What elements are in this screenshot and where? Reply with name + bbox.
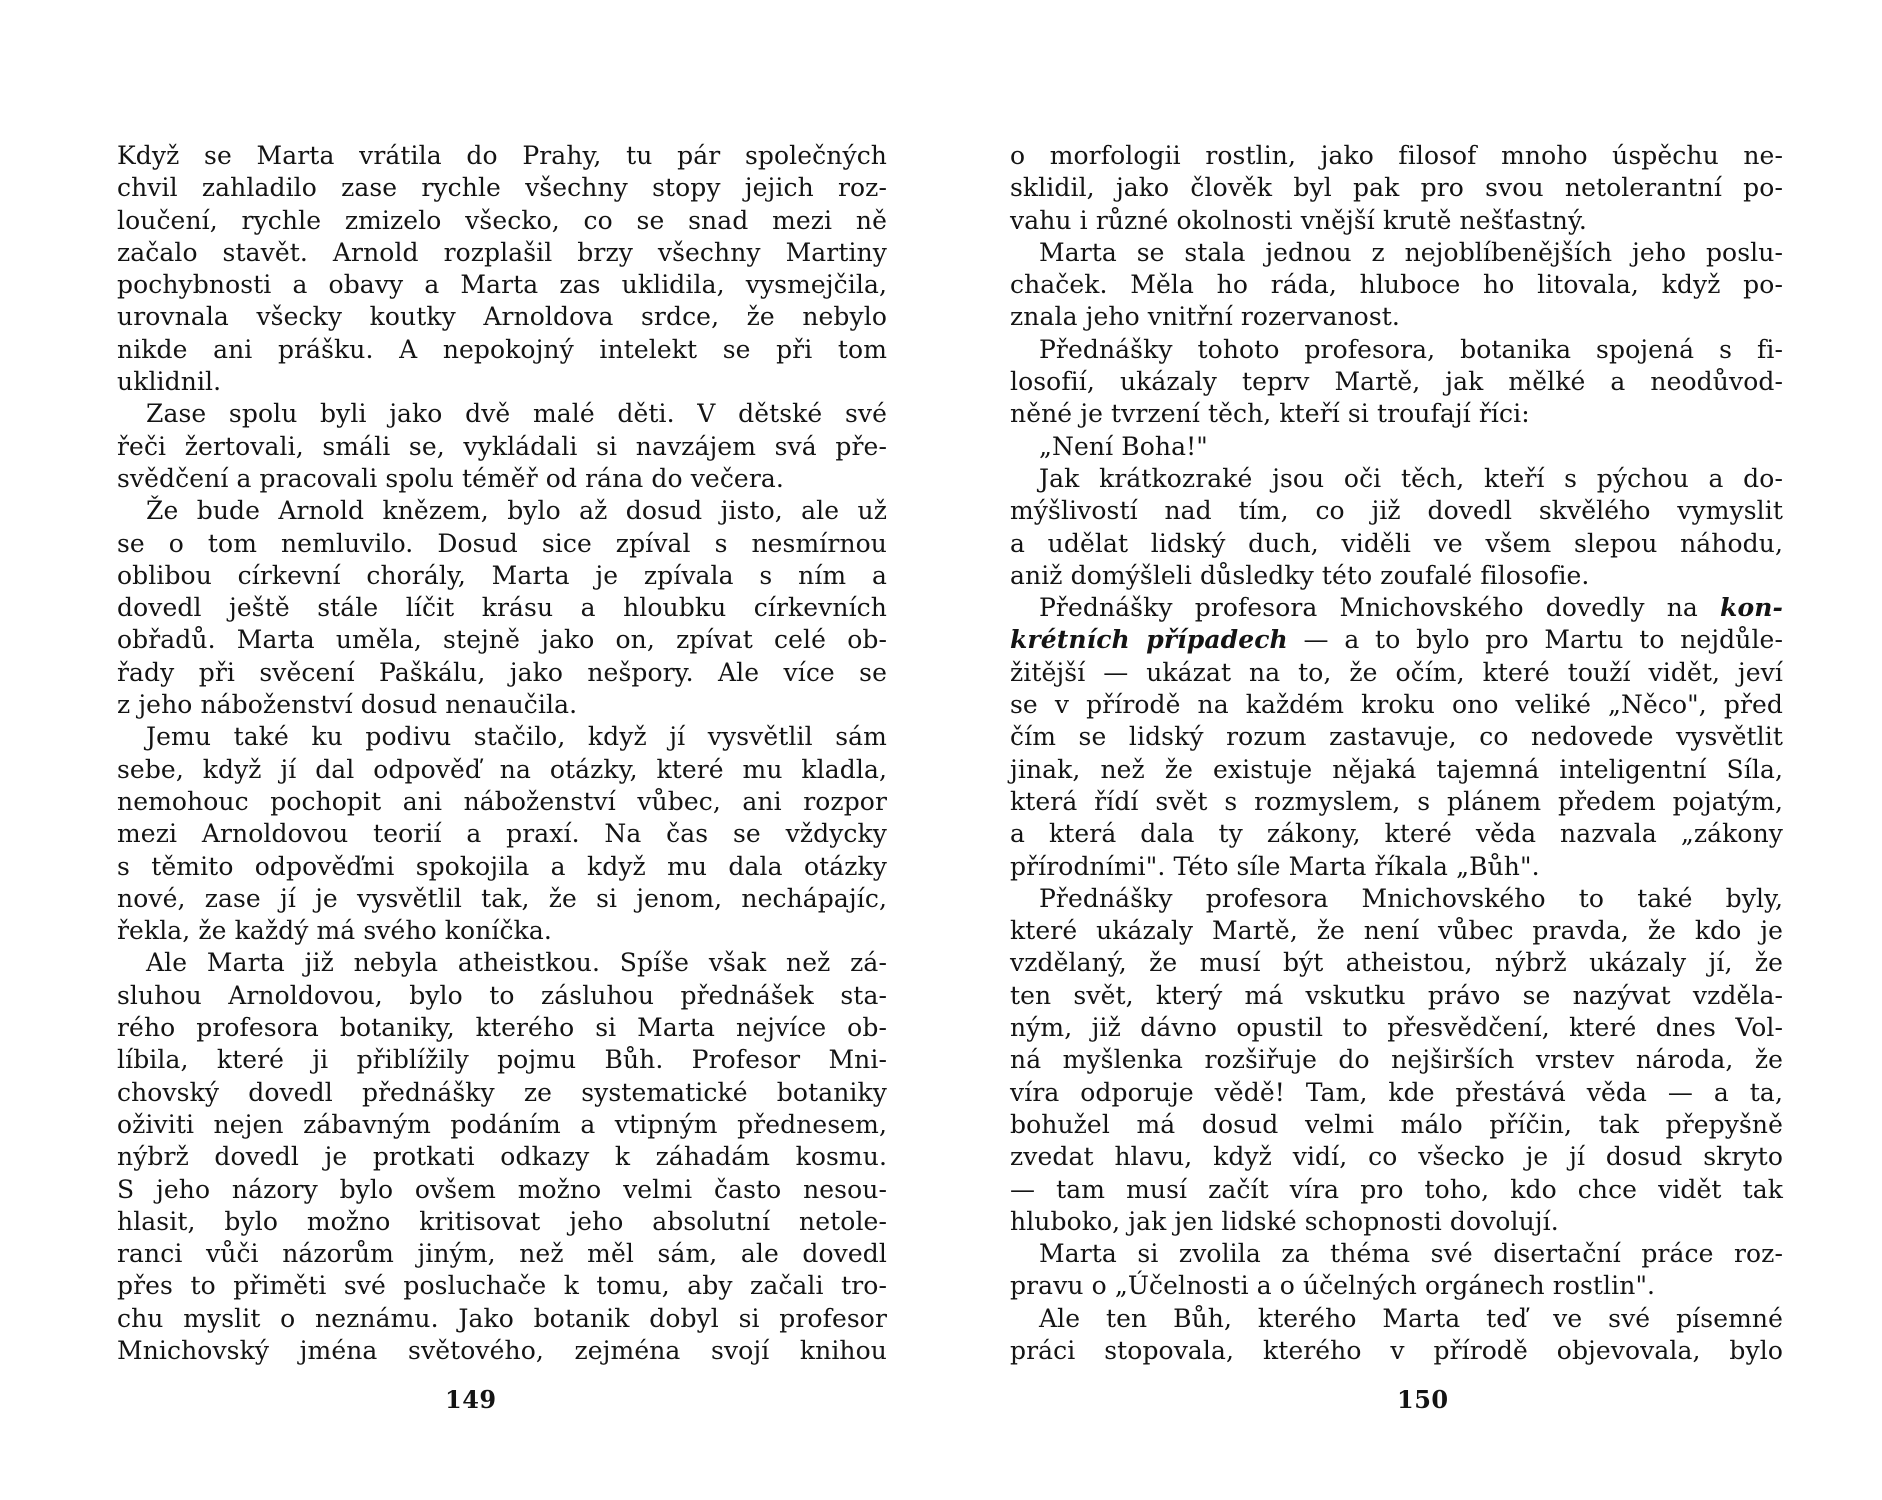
page-number: 149: [445, 1385, 497, 1414]
text-line-mixed: [1010, 592, 1783, 624]
text-line: Že bude Arnold knězem, bylo až dosud jisto, ale už: [146, 496, 887, 526]
text-line: nikde ani prášku. A nepokojný intelekt se při tom: [117, 334, 887, 364]
text-line: jinak, než že existuje nějaká tajemná inteligentní Síla,: [1010, 754, 1783, 784]
text-line: čím se lidský rozum zastavuje, co nedovede vysvětlit: [1010, 722, 1783, 752]
text-line: obřadů. Marta uměla, stejně jako on, zpívat celé ob-: [117, 625, 887, 655]
text-line: chu myslit o neznámu. Jako botanik dobyl si profesor: [117, 1303, 887, 1333]
text-line: losofií, ukázaly teprv Martě, jak mělké a neodůvod-: [1010, 367, 1783, 397]
text-line-mixed: [1010, 624, 1783, 656]
text-line: Ale ten Bůh, kterého Marta teď ve své písemné: [1039, 1303, 1783, 1333]
text-line: ten svět, který má vskutku právo se nazývat vzděla-: [1010, 980, 1783, 1010]
text-line: chaček. Měla ho ráda, hluboce ho litovala, když po-: [1010, 270, 1783, 300]
text-line: se o tom nemluvilo. Dosud sice zpíval s nesmírnou: [117, 528, 887, 558]
text-line: hluboko, jak jen lidské schopnosti dovolují.: [1010, 1206, 1559, 1236]
text-line: řekla, že každý má svého koníčka.: [117, 916, 552, 946]
text-line: a která dala ty zákony, které věda nazvala „zákony: [1010, 819, 1783, 849]
text-line: z jeho náboženství dosud nenaučila.: [117, 690, 578, 720]
text-line: S jeho názory bylo ovšem možno velmi často nesou-: [117, 1174, 887, 1204]
text-line: ná myšlenka rozšiřuje do nejširších vrstev národa, že: [1010, 1045, 1783, 1075]
text-line: něné je tvrzení těch, kteří si troufají říci:: [1010, 399, 1530, 429]
text-line: uklidnil.: [117, 367, 222, 397]
text-line: víra odporuje vědě! Tam, kde přestává věda — a ta,: [1010, 1077, 1783, 1107]
text-line: „Není Boha!": [1039, 431, 1208, 461]
text-line: aniž domýšleli důsledky této zoufalé filosofie.: [1010, 560, 1590, 590]
text-line: oblibou církevní chorály, Marta je zpívala s ním a: [117, 560, 887, 590]
text-line: — tam musí začít víra pro toho, kdo chce vidět tak: [1010, 1174, 1783, 1204]
text-line: Přednášky tohoto profesora, botanika spojená s fi-: [1039, 334, 1783, 364]
text-line: ným, již dávno opustil to přesvědčení, které dnes Vol-: [1010, 1013, 1783, 1043]
text-line: Ale Marta již nebyla atheistkou. Spíše však než zá-: [146, 948, 887, 978]
text-line: vzdělaný, že musí být atheistou, nýbrž ukázaly jí, že: [1010, 948, 1783, 978]
text-line: pochybnosti a obavy a Marta zas uklidila, vysmejčila,: [117, 270, 887, 300]
text-line: mýšlivostí nad tím, co již dovedl skvělého vymyslit: [1010, 496, 1783, 526]
text-line: žitější — ukázat na to, že očím, které touží vidět, jeví: [1010, 657, 1783, 687]
text-line: mezi Arnoldovou teorií a praxí. Na čas se vždycky: [117, 819, 887, 849]
text-line: s těmito odpověďmi spokojila a když mu dala otázky: [117, 851, 887, 881]
text-line: pravu o „Účelnosti a o účelných orgánech rostlin".: [1010, 1271, 1656, 1301]
text-line: svědčení a pracovali spolu téměř od rána do večera.: [117, 463, 784, 493]
text-line: řady při svěcení Paškálu, jako nešpory. Ale více se: [117, 657, 887, 687]
text-line: vahu i různé okolnosti vnější krutě nešťastný.: [1010, 205, 1587, 235]
text-line: oživiti nejen zábavným podáním a vtipným přednesem,: [117, 1109, 887, 1139]
text-line: práci stopovala, kterého v přírodě objevovala, bylo: [1010, 1335, 1783, 1365]
text-line: Marta si zvolila za théma své disertační práce roz-: [1039, 1239, 1783, 1269]
text-line: začalo stavět. Arnold rozplašil brzy všechny Martiny: [117, 237, 887, 267]
text-line: znala jeho vnitřní rozervanost.: [1010, 302, 1400, 332]
text-line: zvedat hlavu, když vidí, co všecko je jí dosud skryto: [1010, 1142, 1783, 1172]
text-line: Přednášky profesora Mnichovského to také byly,: [1039, 883, 1783, 913]
text-line: loučení, rychle zmizelo všecko, co se snad mezi ně: [117, 205, 887, 235]
text-line: a udělat lidský duch, viděli ve všem slepou náhodu,: [1010, 528, 1783, 558]
text-line: které ukázaly Martě, že není vůbec pravda, že kdo je: [1010, 916, 1783, 946]
text-line: o morfologii rostlin, jako filosof mnoho úspěchu ne-: [1010, 141, 1783, 170]
text-line: která řídí svět s rozmyslem, s plánem předem pojatým,: [1010, 786, 1783, 816]
text-line: sklidil, jako člověk byl pak pro svou netolerantní po-: [1010, 173, 1783, 203]
text-line: nové, zase jí je vysvětlil tak, že si jenom, nechápajíc,: [117, 883, 887, 913]
text-line: Zase spolu byli jako dvě malé děti. V dětské své: [146, 399, 887, 429]
text-line: bohužel má dosud velmi málo příčin, tak přepyšně: [1010, 1109, 1783, 1139]
text-line: Když se Marta vrátila do Prahy, tu pár společných: [117, 141, 887, 170]
text-line: dovedl ještě stále líčit krásu a hloubku církevních: [117, 593, 887, 623]
text-line: Jemu také ku podivu stačilo, když jí vysvětlil sám: [146, 722, 887, 752]
text-line: rého profesora botaniky, kterého si Marta nejvíce ob-: [117, 1013, 887, 1043]
text-line: nemohouc pochopit ani náboženství vůbec, ani rozpor: [117, 786, 887, 816]
text-line: urovnala všecky koutky Arnoldova srdce, že nebylo: [117, 302, 887, 332]
text-line: Jak krátkozraké jsou oči těch, kteří s pýchou a do-: [1039, 463, 1783, 493]
left-page: [117, 140, 887, 1367]
emphasized-text: krétních případech: [1010, 625, 1288, 655]
emphasized-text: kon-: [1720, 593, 1783, 623]
text-line: sebe, když jí dal odpověď na otázky, které mu kladla,: [117, 754, 887, 784]
text-run: — a to bylo pro Martu to nejdůle-: [1287, 625, 1783, 655]
page-number: 150: [1397, 1385, 1449, 1414]
text-line: přes to přiměti své posluchače k tomu, aby začali tro-: [117, 1271, 887, 1301]
text-line: Marta se stala jednou z nejoblíbenějších jeho poslu-: [1039, 237, 1783, 267]
text-line: ranci vůči názorům jiným, než měl sám, ale dovedl: [117, 1239, 887, 1269]
text-line: řeči žertovali, smáli se, vykládali si navzájem svá pře-: [117, 431, 887, 461]
text-line: se v přírodě na každém kroku ono veliké „Něco", před: [1010, 690, 1783, 720]
text-line: sluhou Arnoldovou, bylo to zásluhou přednášek sta-: [117, 980, 887, 1010]
text-line: nýbrž dovedl je protkati odkazy k záhadám kosmu.: [117, 1142, 887, 1172]
text-line: přírodními". Této síle Marta říkala „Bůh".: [1010, 851, 1540, 881]
text-line: chovský dovedl přednášky ze systematické botaniky: [117, 1077, 887, 1107]
text-run: Přednášky profesora Mnichovského dovedly na: [1039, 593, 1721, 623]
right-page: [1010, 140, 1783, 1367]
text-line: chvil zahladilo zase rychle všechny stopy jejich roz-: [117, 173, 887, 203]
text-line: líbila, které ji přiblížily pojmu Bůh. Profesor Mni-: [117, 1045, 887, 1075]
text-line: hlasit, bylo možno kritisovat jeho absolutní netole-: [117, 1206, 887, 1236]
text-line: Mnichovský jména světového, zejména svojí knihou: [117, 1335, 887, 1365]
